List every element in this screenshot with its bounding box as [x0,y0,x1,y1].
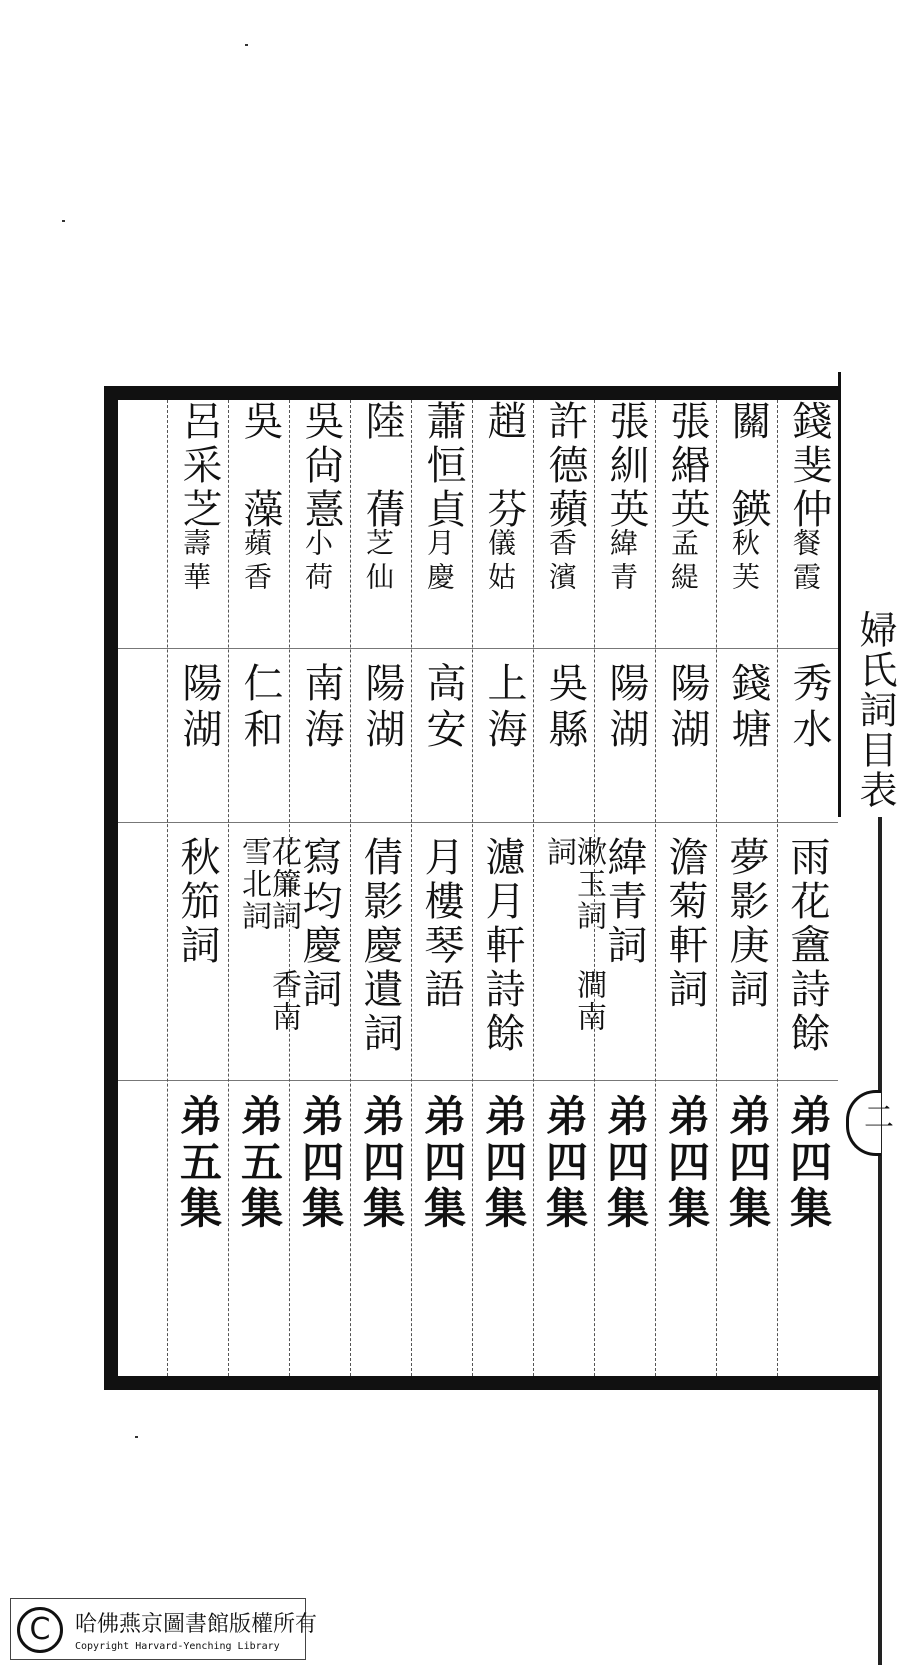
poet-hometown: 陽湖 [664,662,710,754]
collection-number: 弟四集 [479,1094,528,1232]
poet-name: 吳尙憙 [298,400,344,532]
entry-column [655,400,656,1376]
collection-number: 弟四集 [418,1094,467,1232]
collection-number: 弟四集 [357,1094,406,1232]
work-title: 雨花盦詩餘 [784,836,830,1056]
poet-hometown: 陽湖 [176,662,222,754]
entry-column [228,400,229,1376]
title-tab-text: 婦氏詞目表 [853,610,897,810]
poet-alias: 孟緹 [667,528,700,596]
poet-name: 趙 芬 [481,400,527,532]
page-number-tab: 二 [846,1090,881,1156]
poet-alias: 月慶 [423,528,456,596]
work-title: 漱玉詞 澗南詞 [541,836,606,1033]
catalog-table [118,400,838,1376]
poet-hometown: 陽湖 [603,662,649,754]
poet-name: 張緡英 [664,400,710,532]
work-title: 濾月軒詩餘 [479,836,525,1056]
poet-hometown: 上海 [481,662,527,754]
poet-alias: 餐霞 [789,528,822,596]
poet-hometown: 秀水 [786,662,832,754]
poet-alias: 小荷 [301,528,334,596]
collection-number: 弟四集 [784,1094,833,1232]
collection-number: 弟四集 [540,1094,589,1232]
row-divider [118,1080,838,1081]
poet-alias: 緯青 [606,528,639,596]
poet-name: 呂采芝 [176,400,222,532]
poet-hometown: 仁和 [237,662,283,754]
collection-number: 弟四集 [296,1094,345,1232]
collection-number: 弟四集 [723,1094,772,1232]
poet-name: 許德蘋 [542,400,588,532]
copyright-notice [10,1598,318,1660]
work-title: 澹菊軒詞 [662,836,708,1012]
entry-column [533,400,534,1376]
copyright-chinese: 哈佛燕京圖書館版權所有 [75,1612,318,1637]
poet-hometown: 高安 [420,662,466,754]
poet-alias: 蘋香 [240,528,273,596]
poet-name: 張紃英 [603,400,649,532]
collection-number: 弟五集 [174,1094,223,1232]
entry-column [167,400,168,1376]
poet-name: 陸 蒨 [359,400,405,532]
collection-number: 弟五集 [235,1094,284,1232]
poet-alias: 儀姑 [484,528,517,596]
copyright-icon: C [17,1607,63,1653]
row-divider [118,648,838,649]
work-title: 倩影慶遺詞 [357,836,403,1056]
poet-name: 錢斐仲 [786,400,832,532]
row-divider [118,822,838,823]
work-title: 夢影庚詞 [723,836,769,1012]
collection-number: 弟四集 [601,1094,650,1232]
poet-alias: 壽華 [179,528,212,596]
work-title: 花簾詞 香南雪北詞 [236,836,301,1033]
entry-column [777,400,778,1376]
poet-hometown: 陽湖 [359,662,405,754]
entry-column [472,400,473,1376]
entry-column [716,400,717,1376]
poet-name: 蕭恒貞 [420,400,466,532]
poet-alias: 芝仙 [362,528,395,596]
poet-hometown: 南海 [298,662,344,754]
poet-hometown: 錢塘 [725,662,771,754]
copyright-english: Copyright Harvard-Yenching Library [75,1641,280,1652]
work-title: 月樓琴語 [418,836,464,1012]
poet-name: 關 鍈 [725,400,771,532]
poet-alias: 香濱 [545,528,578,596]
work-title: 寫均慶詞 [296,836,342,1012]
entry-column [350,400,351,1376]
poet-alias: 秋芙 [728,528,761,596]
entry-column [411,400,412,1376]
work-title: 緯青詞 [601,836,647,968]
poet-hometown: 吳縣 [542,662,588,754]
work-title: 秋笳詞 [174,836,220,968]
poet-name: 吳 藻 [237,400,283,532]
collection-number: 弟四集 [662,1094,711,1232]
